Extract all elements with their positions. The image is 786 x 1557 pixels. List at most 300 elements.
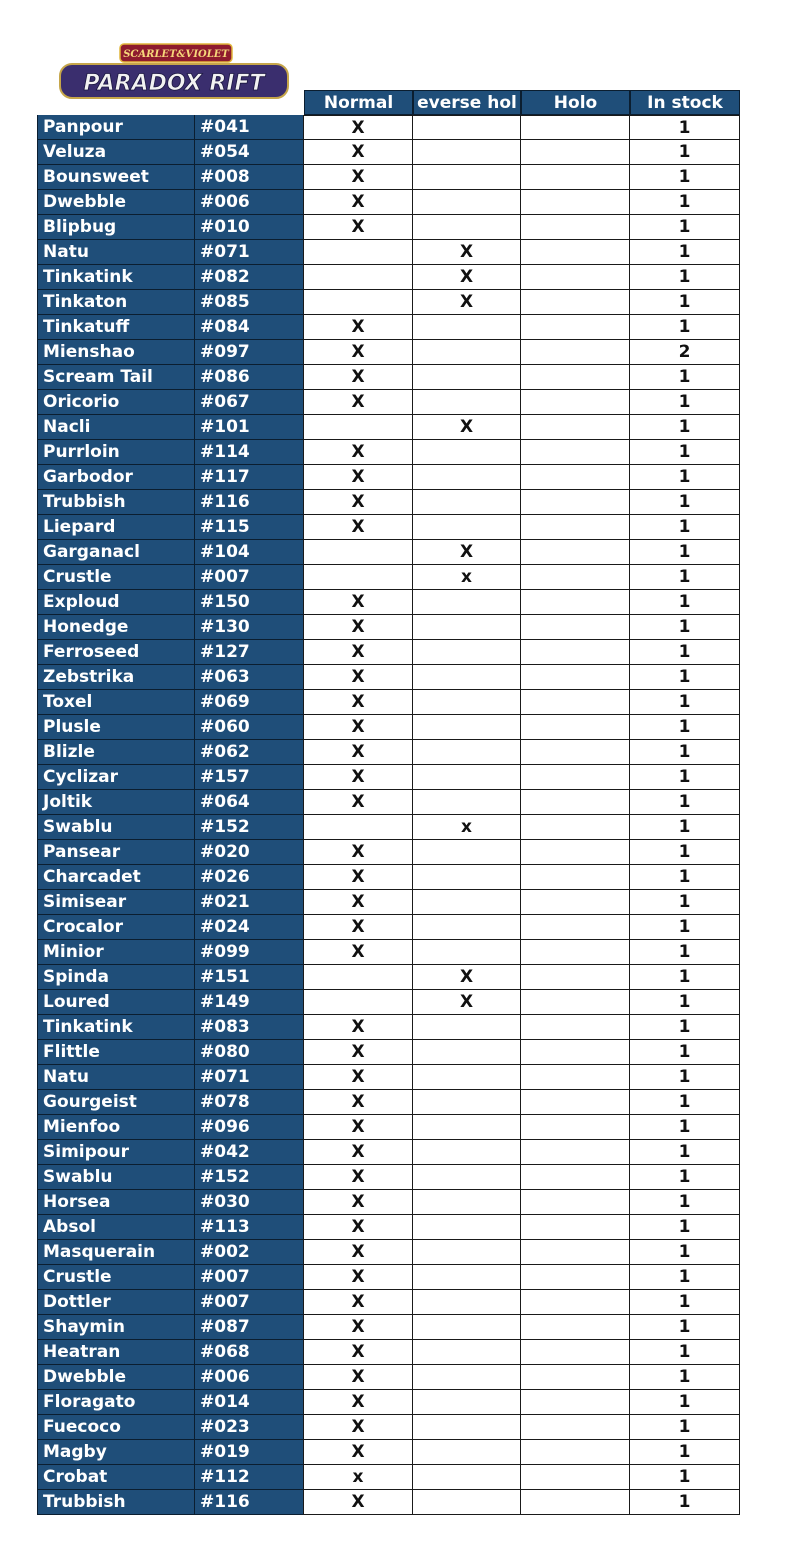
card-name: Tinkatink — [37, 265, 195, 290]
reverse-holo-mark — [413, 1040, 521, 1065]
holo-mark — [521, 1390, 630, 1415]
in-stock-count: 1 — [630, 1365, 740, 1390]
card-name: Heatran — [37, 1340, 195, 1365]
in-stock-count: 1 — [630, 315, 740, 340]
reverse-holo-mark — [413, 840, 521, 865]
normal-mark: X — [304, 515, 413, 540]
reverse-holo-mark — [413, 165, 521, 190]
reverse-holo-mark: X — [413, 965, 521, 990]
normal-mark: X — [304, 365, 413, 390]
card-name: Trubbish — [37, 490, 195, 515]
in-stock-count: 1 — [630, 1340, 740, 1365]
card-name: Tinkatink — [37, 1015, 195, 1040]
header-in-stock: In stock — [630, 90, 740, 115]
table-row — [37, 1390, 740, 1415]
in-stock-count: 1 — [630, 690, 740, 715]
table-row — [37, 665, 740, 690]
card-table — [37, 115, 740, 1515]
in-stock-count: 1 — [630, 665, 740, 690]
card-name: Tinkaton — [37, 290, 195, 315]
reverse-holo-mark — [413, 1015, 521, 1040]
table-row — [37, 165, 740, 190]
normal-mark: X — [304, 1015, 413, 1040]
reverse-holo-mark — [413, 1190, 521, 1215]
card-number: #069 — [195, 690, 304, 715]
in-stock-count: 1 — [630, 115, 740, 140]
in-stock-count: 1 — [630, 1140, 740, 1165]
card-name: Absol — [37, 1215, 195, 1240]
reverse-holo-mark — [413, 1365, 521, 1390]
in-stock-count: 1 — [630, 190, 740, 215]
table-row — [37, 390, 740, 415]
holo-mark — [521, 1315, 630, 1340]
table-row — [37, 215, 740, 240]
card-name: Dwebble — [37, 1365, 195, 1390]
normal-mark: X — [304, 1115, 413, 1140]
reverse-holo-mark — [413, 190, 521, 215]
card-name: Plusle — [37, 715, 195, 740]
holo-mark — [521, 365, 630, 390]
card-number: #157 — [195, 765, 304, 790]
holo-mark — [521, 1290, 630, 1315]
table-row — [37, 265, 740, 290]
normal-mark: X — [304, 1365, 413, 1390]
card-number: #152 — [195, 1165, 304, 1190]
normal-mark: X — [304, 215, 413, 240]
card-name: Blizle — [37, 740, 195, 765]
card-name: Trubbish — [37, 1490, 195, 1515]
card-name: Dottler — [37, 1290, 195, 1315]
normal-mark: X — [304, 690, 413, 715]
card-name: Dwebble — [37, 190, 195, 215]
normal-mark: X — [304, 140, 413, 165]
normal-mark: X — [304, 715, 413, 740]
reverse-holo-mark — [413, 140, 521, 165]
table-row — [37, 615, 740, 640]
reverse-holo-mark — [413, 1240, 521, 1265]
in-stock-count: 1 — [630, 840, 740, 865]
normal-mark: X — [304, 1290, 413, 1315]
card-name: Oricorio — [37, 390, 195, 415]
holo-mark — [521, 765, 630, 790]
card-name: Mienshao — [37, 340, 195, 365]
card-number: #068 — [195, 1340, 304, 1365]
card-name: Purrloin — [37, 440, 195, 465]
card-number: #149 — [195, 990, 304, 1015]
normal-mark — [304, 990, 413, 1015]
holo-mark — [521, 890, 630, 915]
holo-mark — [521, 265, 630, 290]
holo-mark — [521, 840, 630, 865]
in-stock-count: 1 — [630, 640, 740, 665]
in-stock-count: 1 — [630, 890, 740, 915]
card-number: #071 — [195, 240, 304, 265]
reverse-holo-mark — [413, 1340, 521, 1365]
holo-mark — [521, 1215, 630, 1240]
card-number: #078 — [195, 1090, 304, 1115]
card-name: Crocalor — [37, 915, 195, 940]
reverse-holo-mark — [413, 765, 521, 790]
normal-mark: X — [304, 590, 413, 615]
card-number: #127 — [195, 640, 304, 665]
normal-mark: X — [304, 940, 413, 965]
card-name: Crobat — [37, 1465, 195, 1490]
table-row — [37, 515, 740, 540]
card-number: #101 — [195, 415, 304, 440]
holo-mark — [521, 1340, 630, 1365]
reverse-holo-mark — [413, 1315, 521, 1340]
card-name: Loured — [37, 990, 195, 1015]
reverse-holo-mark — [413, 940, 521, 965]
card-number: #008 — [195, 165, 304, 190]
table-row — [37, 490, 740, 515]
normal-mark: X — [304, 890, 413, 915]
reverse-holo-mark — [413, 690, 521, 715]
holo-mark — [521, 490, 630, 515]
holo-mark — [521, 1465, 630, 1490]
normal-mark: X — [304, 1265, 413, 1290]
card-number: #042 — [195, 1140, 304, 1165]
table-row — [37, 290, 740, 315]
table-row — [37, 115, 740, 140]
reverse-holo-mark — [413, 1390, 521, 1415]
card-number: #021 — [195, 890, 304, 915]
table-row — [37, 1215, 740, 1240]
reverse-holo-mark — [413, 1090, 521, 1115]
card-name: Zebstrika — [37, 665, 195, 690]
holo-mark — [521, 1190, 630, 1215]
card-name: Floragato — [37, 1390, 195, 1415]
in-stock-count: 1 — [630, 715, 740, 740]
in-stock-count: 1 — [630, 515, 740, 540]
holo-mark — [521, 690, 630, 715]
card-name: Joltik — [37, 790, 195, 815]
card-number: #007 — [195, 1265, 304, 1290]
logo-top-text: SCARLET&VIOLET — [123, 49, 229, 60]
normal-mark: x — [304, 1465, 413, 1490]
reverse-holo-mark — [413, 790, 521, 815]
in-stock-count: 1 — [630, 365, 740, 390]
table-row — [37, 1465, 740, 1490]
card-number: #086 — [195, 365, 304, 390]
holo-mark — [521, 790, 630, 815]
reverse-holo-mark — [413, 1115, 521, 1140]
holo-mark — [521, 1265, 630, 1290]
card-name: Natu — [37, 240, 195, 265]
holo-mark — [521, 1490, 630, 1515]
normal-mark: X — [304, 1390, 413, 1415]
reverse-holo-mark — [413, 640, 521, 665]
holo-mark — [521, 315, 630, 340]
holo-mark — [521, 965, 630, 990]
holo-mark — [521, 215, 630, 240]
normal-mark: X — [304, 390, 413, 415]
table-row — [37, 465, 740, 490]
reverse-holo-mark — [413, 215, 521, 240]
reverse-holo-mark — [413, 1265, 521, 1290]
holo-mark — [521, 615, 630, 640]
reverse-holo-mark — [413, 865, 521, 890]
holo-mark — [521, 140, 630, 165]
in-stock-count: 1 — [630, 165, 740, 190]
table-row — [37, 440, 740, 465]
card-number: #152 — [195, 815, 304, 840]
normal-mark — [304, 540, 413, 565]
reverse-holo-mark — [413, 1415, 521, 1440]
holo-mark — [521, 340, 630, 365]
table-row — [37, 765, 740, 790]
in-stock-count: 1 — [630, 290, 740, 315]
reverse-holo-mark: X — [413, 240, 521, 265]
table-row — [37, 315, 740, 340]
reverse-holo-mark — [413, 890, 521, 915]
table-row — [37, 740, 740, 765]
normal-mark: X — [304, 465, 413, 490]
card-number: #023 — [195, 1415, 304, 1440]
card-number: #115 — [195, 515, 304, 540]
holo-mark — [521, 740, 630, 765]
card-name: Swablu — [37, 815, 195, 840]
table-row — [37, 1440, 740, 1465]
normal-mark: X — [304, 865, 413, 890]
logo-main-text: PARADOX RIFT — [83, 71, 265, 96]
holo-mark — [521, 865, 630, 890]
card-number: #080 — [195, 1040, 304, 1065]
card-name: Panpour — [37, 115, 195, 140]
table-row — [37, 1040, 740, 1065]
in-stock-count: 1 — [630, 940, 740, 965]
card-number: #002 — [195, 1240, 304, 1265]
in-stock-count: 1 — [630, 390, 740, 415]
card-number: #114 — [195, 440, 304, 465]
normal-mark — [304, 290, 413, 315]
reverse-holo-mark: X — [413, 290, 521, 315]
holo-mark — [521, 1240, 630, 1265]
table-row — [37, 890, 740, 915]
in-stock-count: 1 — [630, 1165, 740, 1190]
table-row — [37, 990, 740, 1015]
reverse-holo-mark — [413, 1165, 521, 1190]
card-number: #104 — [195, 540, 304, 565]
table-row — [37, 1140, 740, 1165]
normal-mark — [304, 565, 413, 590]
normal-mark: X — [304, 1140, 413, 1165]
table-row — [37, 940, 740, 965]
card-number: #014 — [195, 1390, 304, 1415]
holo-mark — [521, 640, 630, 665]
table-row — [37, 715, 740, 740]
holo-mark — [521, 1040, 630, 1065]
reverse-holo-mark: X — [413, 415, 521, 440]
card-number: #060 — [195, 715, 304, 740]
card-number: #116 — [195, 490, 304, 515]
card-number: #030 — [195, 1190, 304, 1215]
normal-mark: X — [304, 615, 413, 640]
card-name: Spinda — [37, 965, 195, 990]
reverse-holo-mark — [413, 315, 521, 340]
holo-mark — [521, 540, 630, 565]
card-name: Tinkatuff — [37, 315, 195, 340]
card-name: Bounsweet — [37, 165, 195, 190]
table-row — [37, 190, 740, 215]
table-row — [37, 1315, 740, 1340]
card-name: Garbodor — [37, 465, 195, 490]
in-stock-count: 2 — [630, 340, 740, 365]
normal-mark: X — [304, 1165, 413, 1190]
normal-mark: X — [304, 840, 413, 865]
in-stock-count: 1 — [630, 1115, 740, 1140]
table-row — [37, 965, 740, 990]
card-number: #067 — [195, 390, 304, 415]
table-row — [37, 590, 740, 615]
table-row — [37, 240, 740, 265]
table-row — [37, 365, 740, 390]
in-stock-count: 1 — [630, 540, 740, 565]
card-number: #099 — [195, 940, 304, 965]
in-stock-count: 1 — [630, 615, 740, 640]
holo-mark — [521, 1440, 630, 1465]
header-reverse-holo: everse hol — [413, 90, 521, 115]
card-number: #083 — [195, 1015, 304, 1040]
card-name: Gourgeist — [37, 1090, 195, 1115]
header-holo: Holo — [521, 90, 630, 115]
card-number: #085 — [195, 290, 304, 315]
normal-mark: X — [304, 1190, 413, 1215]
table-row — [37, 815, 740, 840]
in-stock-count: 1 — [630, 1265, 740, 1290]
normal-mark: X — [304, 1440, 413, 1465]
normal-mark: X — [304, 665, 413, 690]
reverse-holo-mark — [413, 665, 521, 690]
normal-mark: X — [304, 640, 413, 665]
normal-mark: X — [304, 1090, 413, 1115]
in-stock-count: 1 — [630, 265, 740, 290]
card-name: Simipour — [37, 1140, 195, 1165]
in-stock-count: 1 — [630, 1040, 740, 1065]
holo-mark — [521, 1140, 630, 1165]
normal-mark — [304, 415, 413, 440]
reverse-holo-mark: x — [413, 815, 521, 840]
reverse-holo-mark — [413, 590, 521, 615]
in-stock-count: 1 — [630, 590, 740, 615]
reverse-holo-mark — [413, 515, 521, 540]
table-row — [37, 1015, 740, 1040]
card-name: Toxel — [37, 690, 195, 715]
in-stock-count: 1 — [630, 865, 740, 890]
in-stock-count: 1 — [630, 415, 740, 440]
in-stock-count: 1 — [630, 465, 740, 490]
holo-mark — [521, 465, 630, 490]
holo-mark — [521, 1365, 630, 1390]
in-stock-count: 1 — [630, 1190, 740, 1215]
card-name: Crustle — [37, 565, 195, 590]
holo-mark — [521, 1015, 630, 1040]
normal-mark: X — [304, 915, 413, 940]
card-number: #097 — [195, 340, 304, 365]
card-number: #087 — [195, 1315, 304, 1340]
holo-mark — [521, 390, 630, 415]
card-name: Mienfoo — [37, 1115, 195, 1140]
card-name: Ferroseed — [37, 640, 195, 665]
normal-mark: X — [304, 190, 413, 215]
card-number: #006 — [195, 1365, 304, 1390]
card-name: Simisear — [37, 890, 195, 915]
holo-mark — [521, 990, 630, 1015]
in-stock-count: 1 — [630, 490, 740, 515]
card-number: #054 — [195, 140, 304, 165]
card-number: #041 — [195, 115, 304, 140]
normal-mark — [304, 240, 413, 265]
normal-mark: X — [304, 790, 413, 815]
card-name: Pansear — [37, 840, 195, 865]
reverse-holo-mark — [413, 715, 521, 740]
holo-mark — [521, 240, 630, 265]
normal-mark: X — [304, 1240, 413, 1265]
in-stock-count: 1 — [630, 1315, 740, 1340]
in-stock-count: 1 — [630, 240, 740, 265]
normal-mark: X — [304, 1490, 413, 1515]
card-number: #071 — [195, 1065, 304, 1090]
holo-mark — [521, 440, 630, 465]
normal-mark — [304, 815, 413, 840]
in-stock-count: 1 — [630, 215, 740, 240]
card-name: Blipbug — [37, 215, 195, 240]
reverse-holo-mark — [413, 390, 521, 415]
table-row — [37, 1090, 740, 1115]
table-row — [37, 1115, 740, 1140]
reverse-holo-mark — [413, 1140, 521, 1165]
card-number: #150 — [195, 590, 304, 615]
card-name: Honedge — [37, 615, 195, 640]
normal-mark: X — [304, 340, 413, 365]
normal-mark: X — [304, 765, 413, 790]
table-row — [37, 790, 740, 815]
card-number: #117 — [195, 465, 304, 490]
reverse-holo-mark: X — [413, 990, 521, 1015]
card-number: #007 — [195, 565, 304, 590]
normal-mark: X — [304, 1315, 413, 1340]
card-number: #082 — [195, 265, 304, 290]
in-stock-count: 1 — [630, 815, 740, 840]
table-row — [37, 840, 740, 865]
card-number: #130 — [195, 615, 304, 640]
table-row — [37, 415, 740, 440]
in-stock-count: 1 — [630, 1065, 740, 1090]
in-stock-count: 1 — [630, 1415, 740, 1440]
card-number: #006 — [195, 190, 304, 215]
holo-mark — [521, 1415, 630, 1440]
in-stock-count: 1 — [630, 1290, 740, 1315]
card-name: Swablu — [37, 1165, 195, 1190]
reverse-holo-mark — [413, 740, 521, 765]
normal-mark: X — [304, 165, 413, 190]
card-number: #062 — [195, 740, 304, 765]
normal-mark: X — [304, 1065, 413, 1090]
normal-mark: X — [304, 1340, 413, 1365]
reverse-holo-mark — [413, 440, 521, 465]
normal-mark: X — [304, 440, 413, 465]
card-number: #113 — [195, 1215, 304, 1240]
card-name: Fuecoco — [37, 1415, 195, 1440]
normal-mark — [304, 965, 413, 990]
card-name: Natu — [37, 1065, 195, 1090]
normal-mark: X — [304, 1415, 413, 1440]
holo-mark — [521, 915, 630, 940]
table-row — [37, 690, 740, 715]
reverse-holo-mark — [413, 1440, 521, 1465]
in-stock-count: 1 — [630, 1015, 740, 1040]
table-row — [37, 140, 740, 165]
